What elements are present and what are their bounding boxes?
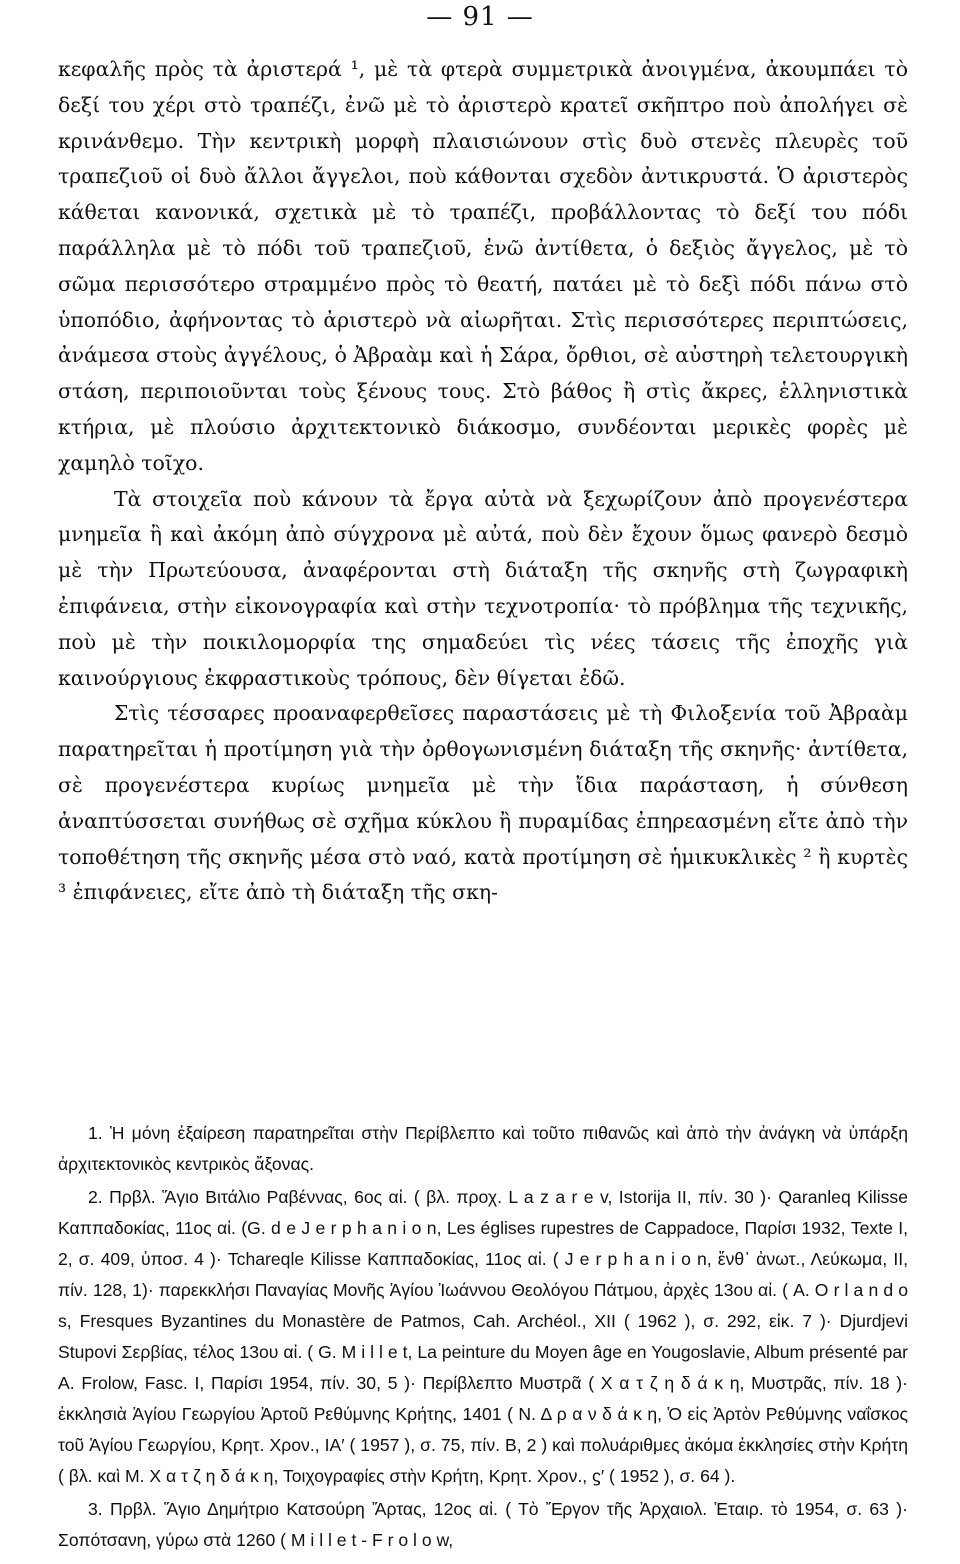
footnotes [58, 1118, 908, 1556]
paragraph: Τὰ στοιχεῖα ποὺ κάνουν τὰ ἔργα αὐτὰ νὰ ξεχωρίζουν ἀπὸ προγενέστερα μνημεῖα ἢ καὶ ἀκόμη ἀπὸ σύγχρονα μὲ αὐτά, ποὺ δὲν ἔχουν ὅμως φανερὸ δεσμὸ μὲ τὴν Πρωτεύουσα, ἀναφέρονται στὴ διάταξη τῆς σκηνῆς στὴ ζωγραφικὴ ἐπιφάνεια, στὴν εἰκονογραφία καὶ στὴν τεχνοτροπία· τὸ πρόβλημα τῆς τεχνικῆς, ποὺ μὲ τὴν ποικιλομορφία της σημαδεύει τὶς νέες τάσεις τῆς ἐποχῆς γιὰ καινούργιους ἐκφραστικοὺς τρόπους, δὲν θίγεται ἐδῶ. [58, 486, 908, 690]
paragraph: κεφαλῆς πρὸς τὰ ἀριστερά ¹, μὲ τὰ φτερὰ συμμετρικὰ ἀνοιγμένα, ἀκουμπάει τὸ δεξί του χέρι στὸ τραπέζι, ἐνῶ μὲ τὸ ἀριστερὸ κρατεῖ σκῆπτρο ποὺ ἀπολήγει σὲ κρινάνθεμο. Τὴν κεντρικὴ μορφὴ πλαισιώνουν στὶς δυὸ στενὲς πλευρὲς τοῦ τραπεζιοῦ οἱ δυὸ ἄλλοι ἄγγελοι, ποὺ κάθονται σχεδὸν ἀντικρυστά. Ὁ ἀριστερὸς κάθεται κανονικά, σχετικὰ μὲ τὸ τραπέζι, προβάλλοντας τὸ δεξί του πόδι παράλληλα μὲ τὸ πόδι τοῦ τραπεζιοῦ, ἐνῶ ἀντίθετα, ὁ δεξιὸς ἄγγελος, μὲ τὸ σῶμα περισσότερο στραμμένο πρὸς τὸ θεατή, πατάει μὲ τὸ δεξὶ πόδι πάνω στὸ ὑποπόδιο, ἀφήνοντας τὸ ἀριστερὸ νὰ αἰωρῆται. Στὶς περισσότερες περιπτώσεις, ἀνάμεσα στοὺς ἀγγέλους, ὁ Ἀβραὰμ καὶ ἡ Σάρα, ὄρθιοι, σὲ αὐστηρὴ τελετουργικὴ στάση, περιποιοῦνται τοὺς ξένους τους. Στὸ βάθος ἢ στὶς ἄκρες, ἑλληνιστικὰ κτήρια, μὲ πλούσιο ἀρχιτεκτονικὸ διάκοσμο, συνδέονται μερικὲς φορὲς μὲ χαμηλὸ τοῖχο. [58, 57, 908, 475]
footnote-2: 2. Πρβλ. Ἅγιο Βιτάλιο Ραβέννας, 6ος αἰ. ( βλ. προχ. L a z a r e v, Istorija II, πίν. 30 )· Qaranleq Kilisse Καππαδοκίας, 11ος αἰ. (G. d e J e r p h a n i o n, Les églises rupestres de Cappadoce, Παρίσι 1932, Texte I, 2, σ. 409, ὑποσ. 4 )· Tchareqle Kilisse Καππαδοκίας, 11ος αἰ. ( J e r p h a n i o n, ἔνθ᾽ ἀνωτ., Λεύκωμα, II, πίν. 128, 1)· παρεκκλήσι Παναγίας Μονῆς Ἁγίου Ἰωάννου Θεολόγου Πάτμου, ἀρχὲς 13ου αἰ. ( A. O r l a n d o s, Fresques Byzantines du Monastère de Patmos, Cah. Archéol., XII ( 1962 ), σ. 292, εἰκ. 7 )· Djurdjevi Stupovi Σερβίας, τέλος 13ου αἰ. ( G. M i l l e t, La peinture du Moyen âge en Yougoslavie, Album présenté par A. Frolow, Fasc. I, Παρίσι 1954, πίν. 30, 5 )· Περίβλεπτο Μυστρᾶ ( Χ α τ ζ η δ ά κ η, Μυστρᾶς, πίν. 18 )· ἐκκλησιὰ Ἁγίου Γεωργίου Ἀρτοῦ Ρεθύμνης Κρήτης, 1401 ( Ν. Δ ρ α ν δ ά κ η, Ὁ εἰς Ἀρτὸν Ρεθύμνης ναΐσκος τοῦ Ἁγίου Γεωργίου, Κρητ. Χρον., ΙΑ′ ( 1957 ), σ. 75, πίν. Β, 2 ) καὶ πολυάριθμες ἀκόμα ἐκκλησίες στὴν Κρήτη ( βλ. καὶ Μ. Χ α τ ζ η δ ά κ η, Τοιχογραφίες στὴν Κρήτη, Κρητ. Χρον., ϛ′ ( 1952 ), σ. 64 ). [58, 1187, 908, 1486]
footnote-3: 3. Πρβλ. Ἅγιο Δημήτριο Κατσούρη Ἄρτας, 12ος αἰ. ( Τὸ Ἔργον τῆς Ἀρχαιολ. Ἑταιρ. τὸ 1954, σ. 63 )· Σοπότσανη, γύρω στὰ 1260 ( M i l l e t - F r o l o w, [58, 1499, 908, 1550]
main-text [58, 52, 908, 911]
footnote-1: 1. Ἡ μόνη ἐξαίρεση παρατηρεῖται στὴν Περίβλεπτο καὶ τοῦτο πιθανῶς καὶ ἀπὸ τὴν ἀνάγκη νὰ ὑπάρξη ἀρχιτεκτονικὸς κεντρικὸς ἄξονας. [58, 1123, 908, 1174]
page-number: — 91 — [426, 2, 534, 32]
paragraph: Στὶς τέσσαρες προαναφερθεῖσες παραστάσεις μὲ τὴ Φιλοξενία τοῦ Ἀβραὰμ παρατηρεῖται ἡ προτίμηση γιὰ τὴν ὀρθογωνισμένη διάταξη τῆς σκηνῆς· ἀντίθετα, σὲ προγενέστερα κυρίως μνημεῖα μὲ τὴν ἴδια παράσταση, ἡ σύνθεση ἀναπτύσσεται συνήθως σὲ σχῆμα κύκλου ἢ πυραμίδας ἐπηρεασμένη εἴτε ἀπὸ τὴν τοποθέτηση τῆς σκηνῆς μέσα στὸ ναό, κατὰ προτίμηση σὲ ἡμικυκλικὲς ² ἢ κυρτὲς ³ ἐπιφάνειες, εἴτε ἀπὸ τὴ διάταξη τῆς σκη- [58, 701, 908, 905]
